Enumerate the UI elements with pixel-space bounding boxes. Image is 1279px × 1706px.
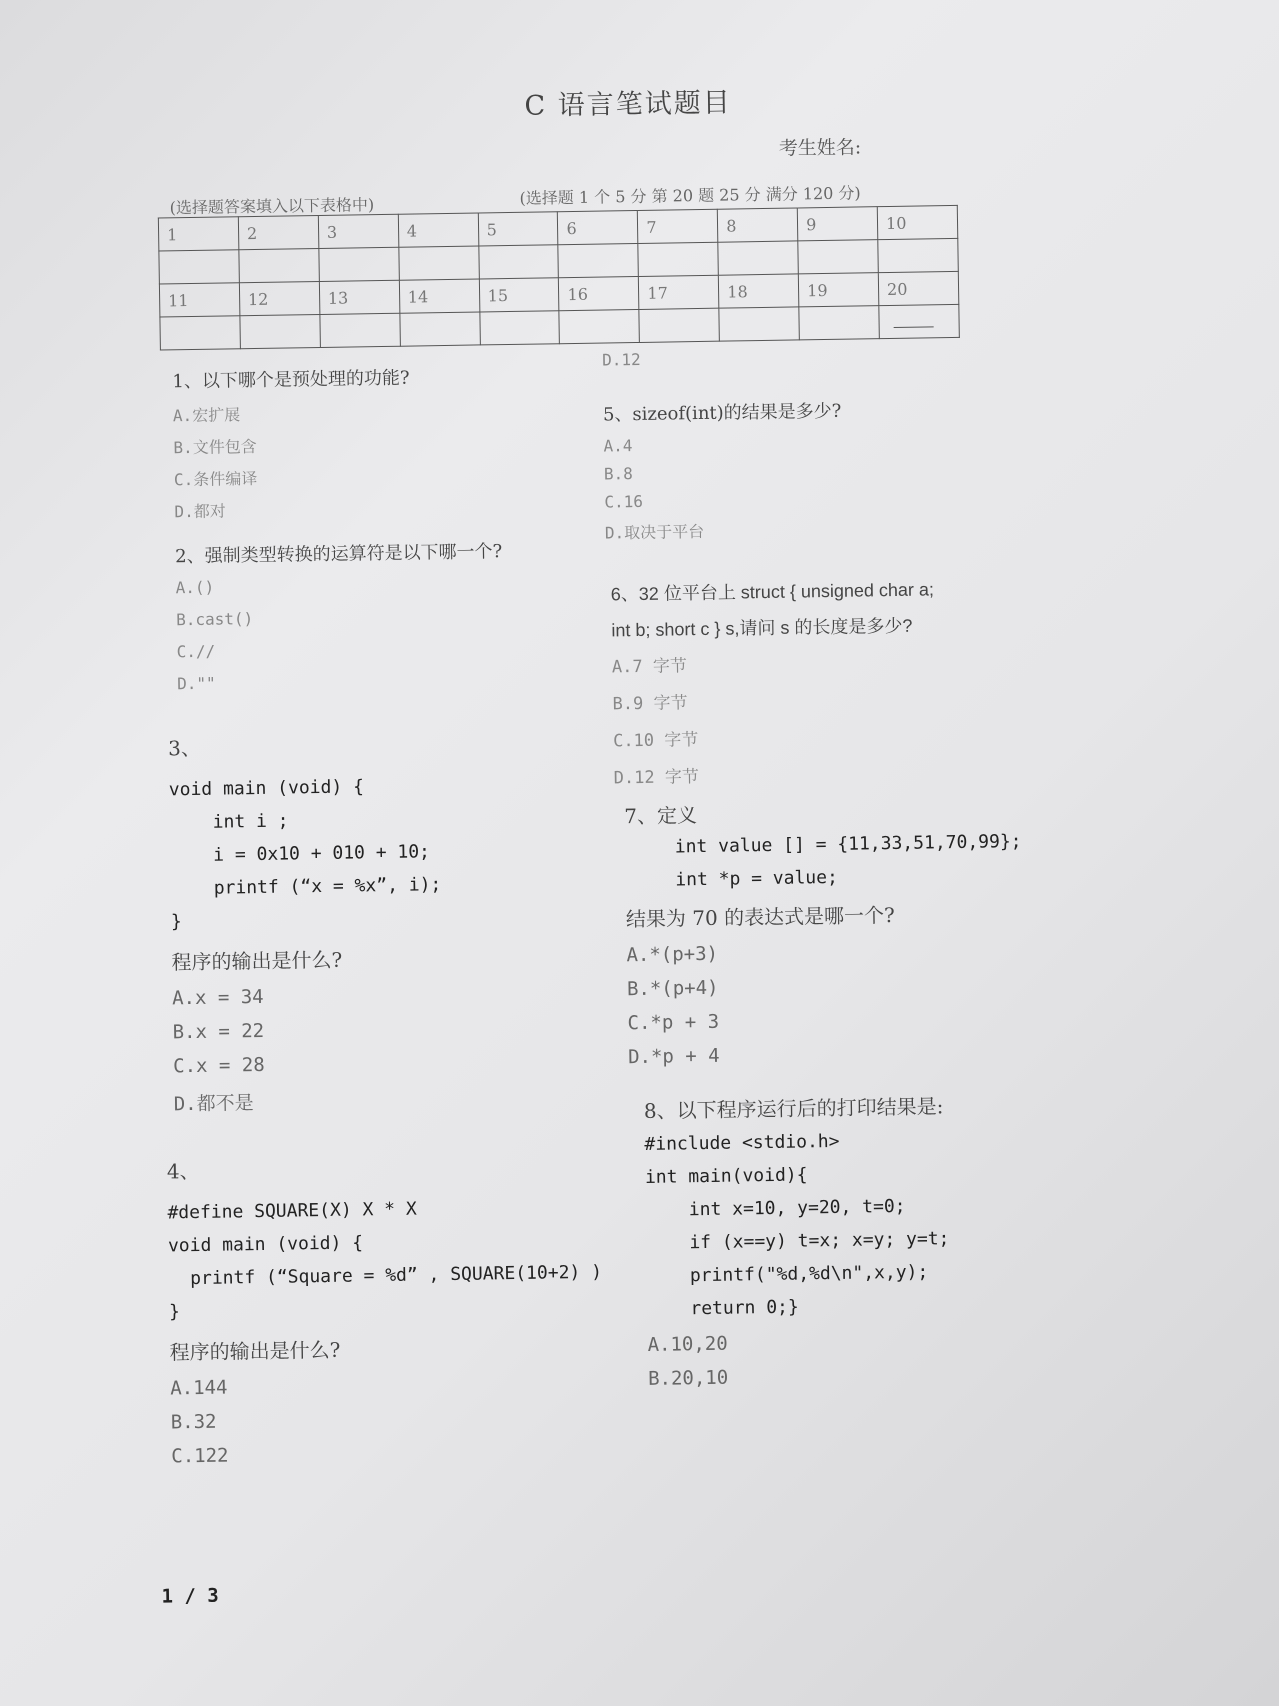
answer-cell[interactable] xyxy=(798,240,878,274)
question-stem: 7、定义 xyxy=(624,803,698,829)
question-stem: 6、32 位平台上 struct { unsigned char a; xyxy=(610,579,935,605)
option-d: D.12 字节 xyxy=(613,767,700,789)
option-a: A.x = 34 xyxy=(171,985,264,1010)
answer-cell[interactable] xyxy=(320,313,400,347)
table-cell: 10 xyxy=(877,205,957,239)
option-a: A.宏扩展 xyxy=(172,405,241,426)
answer-cell[interactable] xyxy=(240,314,320,348)
answer-cell[interactable] xyxy=(478,245,558,279)
answer-table xyxy=(158,205,960,351)
option-d: D.12 xyxy=(601,349,641,370)
code-line: void main (void) { xyxy=(168,776,365,801)
question-stem-line2: int b; short c } s,请问 s 的长度是多少? xyxy=(611,615,913,641)
question-stem: 3、 xyxy=(168,735,202,761)
table-cell: 11 xyxy=(159,283,239,317)
code-line: int i ; xyxy=(169,810,289,834)
answer-cell[interactable] xyxy=(479,311,559,345)
code-line: return 0;} xyxy=(646,1296,799,1320)
code-line: int x=10, y=20, t=0; xyxy=(645,1195,906,1221)
question-8 xyxy=(644,1090,952,1402)
table-cell: 13 xyxy=(319,280,399,314)
code-line: printf (“Square = %d” , SQUARE(10+2) ) xyxy=(168,1261,603,1290)
code-line: int value [] = {11,33,51,70,99}; xyxy=(674,831,1022,858)
code-line: } xyxy=(170,911,182,933)
option-d: D.都不是 xyxy=(173,1092,254,1116)
question-prompt: 结果为 70 的表达式是哪一个? xyxy=(625,903,895,932)
page-number: 1 / 3 xyxy=(161,1584,219,1608)
option-c: C.122 xyxy=(171,1444,229,1468)
question-4-continued xyxy=(602,350,641,379)
option-b: B.20,10 xyxy=(647,1366,729,1390)
table-cell: 17 xyxy=(639,275,719,309)
answer-cell[interactable] xyxy=(559,309,639,343)
answer-cell[interactable] xyxy=(799,306,879,340)
code-line: void main (void) { xyxy=(167,1232,364,1257)
answer-cell[interactable] xyxy=(160,316,240,350)
table-cell: 9 xyxy=(797,207,877,241)
question-stem: 8、以下程序运行后的打印结果是: xyxy=(643,1094,944,1123)
option-a: A.() xyxy=(175,577,215,598)
code-line: printf("%d,%d\n",x,y); xyxy=(646,1261,929,1287)
page-title: C 语言笔试题目 xyxy=(524,87,732,122)
table-cell: 4 xyxy=(398,213,478,247)
answer-cell-20[interactable] xyxy=(879,304,959,338)
answer-cell[interactable] xyxy=(400,312,480,346)
table-cell: 16 xyxy=(559,276,639,310)
table-cell: 19 xyxy=(798,273,878,307)
answer-cell[interactable] xyxy=(399,246,479,280)
option-c: C.x = 28 xyxy=(173,1053,265,1078)
option-a: A.7 字节 xyxy=(611,656,688,678)
table-cell: 6 xyxy=(558,210,638,244)
blank-dash xyxy=(894,326,934,328)
option-b: B.9 字节 xyxy=(612,693,688,715)
option-b: B.文件包含 xyxy=(173,436,257,458)
question-7 xyxy=(624,794,1025,1080)
question-prompt: 程序的输出是什么? xyxy=(171,947,343,975)
table-cell: 18 xyxy=(719,274,799,308)
option-b: B.32 xyxy=(170,1410,217,1434)
code-line: int *p = value; xyxy=(675,866,839,891)
code-line: } xyxy=(168,1301,181,1323)
option-a: A.*(p+3) xyxy=(626,942,719,967)
option-c: C.10 字节 xyxy=(612,730,699,752)
code-line: #include <stdio.h> xyxy=(644,1130,840,1155)
exam-sheet xyxy=(127,52,1152,1668)
answer-cell[interactable] xyxy=(638,242,718,276)
question-stem: 4、 xyxy=(166,1158,200,1184)
answer-cell[interactable] xyxy=(639,308,719,342)
question-prompt: 程序的输出是什么? xyxy=(169,1337,341,1365)
answer-cell[interactable] xyxy=(159,250,239,284)
code-line: if (x==y) t=x; x=y; y=t; xyxy=(645,1228,950,1254)
answer-cell[interactable] xyxy=(239,248,319,282)
table-cell: 5 xyxy=(478,212,558,246)
table-cell: 2 xyxy=(238,215,318,249)
question-3 xyxy=(168,728,445,1128)
question-stem: 2、强制类型转换的运算符是以下哪一个? xyxy=(175,541,503,568)
scoring-hint: (选择题 1 个 5 分 第 20 题 25 分 满分 120 分) xyxy=(519,183,861,208)
answer-cell[interactable] xyxy=(719,307,799,341)
question-4 xyxy=(167,1149,606,1480)
answer-cell[interactable] xyxy=(878,238,958,272)
answer-cell[interactable] xyxy=(558,243,638,277)
table-cell: 8 xyxy=(718,208,798,242)
table-cell: 20 xyxy=(878,271,958,305)
table-hint-left: (选择题答案填入以下表格中) xyxy=(169,195,375,218)
option-c: C.16 xyxy=(604,491,644,512)
table-cell: 1 xyxy=(158,217,238,251)
option-a: A.144 xyxy=(170,1376,228,1400)
option-b: B.*(p+4) xyxy=(626,976,719,1001)
answer-cell[interactable] xyxy=(718,241,798,275)
table-cell: 15 xyxy=(479,278,559,312)
option-c: C.*p + 3 xyxy=(627,1010,720,1035)
option-a: A.10,20 xyxy=(647,1332,728,1356)
candidate-name-label: 考生姓名: xyxy=(778,136,862,160)
question-2 xyxy=(175,537,505,702)
code-line: int main(void){ xyxy=(644,1164,808,1188)
option-d: D.*p + 4 xyxy=(627,1044,720,1069)
question-1 xyxy=(172,364,412,532)
option-d: D."" xyxy=(177,673,216,694)
table-cell: 3 xyxy=(318,214,398,248)
question-6 xyxy=(611,575,938,797)
table-cell: 12 xyxy=(239,281,319,315)
option-b: B.x = 22 xyxy=(172,1019,265,1044)
question-5 xyxy=(603,397,844,553)
question-stem: 5、sizeof(int)的结果是多少? xyxy=(602,400,842,426)
option-b: B.cast() xyxy=(176,609,254,630)
option-b: B.8 xyxy=(603,464,633,484)
code-line: i = 0x10 + 010 + 10; xyxy=(169,841,431,867)
code-line: #define SQUARE(X) X * X xyxy=(167,1198,417,1224)
option-c: C.条件编译 xyxy=(173,468,258,490)
option-c: C.// xyxy=(176,641,216,662)
option-d: D.都对 xyxy=(174,501,226,522)
code-line: printf (“x = %x”, i); xyxy=(170,874,442,900)
table-cell: 7 xyxy=(638,209,718,243)
question-stem: 1、以下哪个是预处理的功能? xyxy=(172,367,410,393)
table-cell: 14 xyxy=(399,279,479,313)
option-a: A.4 xyxy=(603,436,633,456)
option-d: D.取决于平台 xyxy=(604,521,705,543)
answer-cell[interactable] xyxy=(319,247,399,281)
